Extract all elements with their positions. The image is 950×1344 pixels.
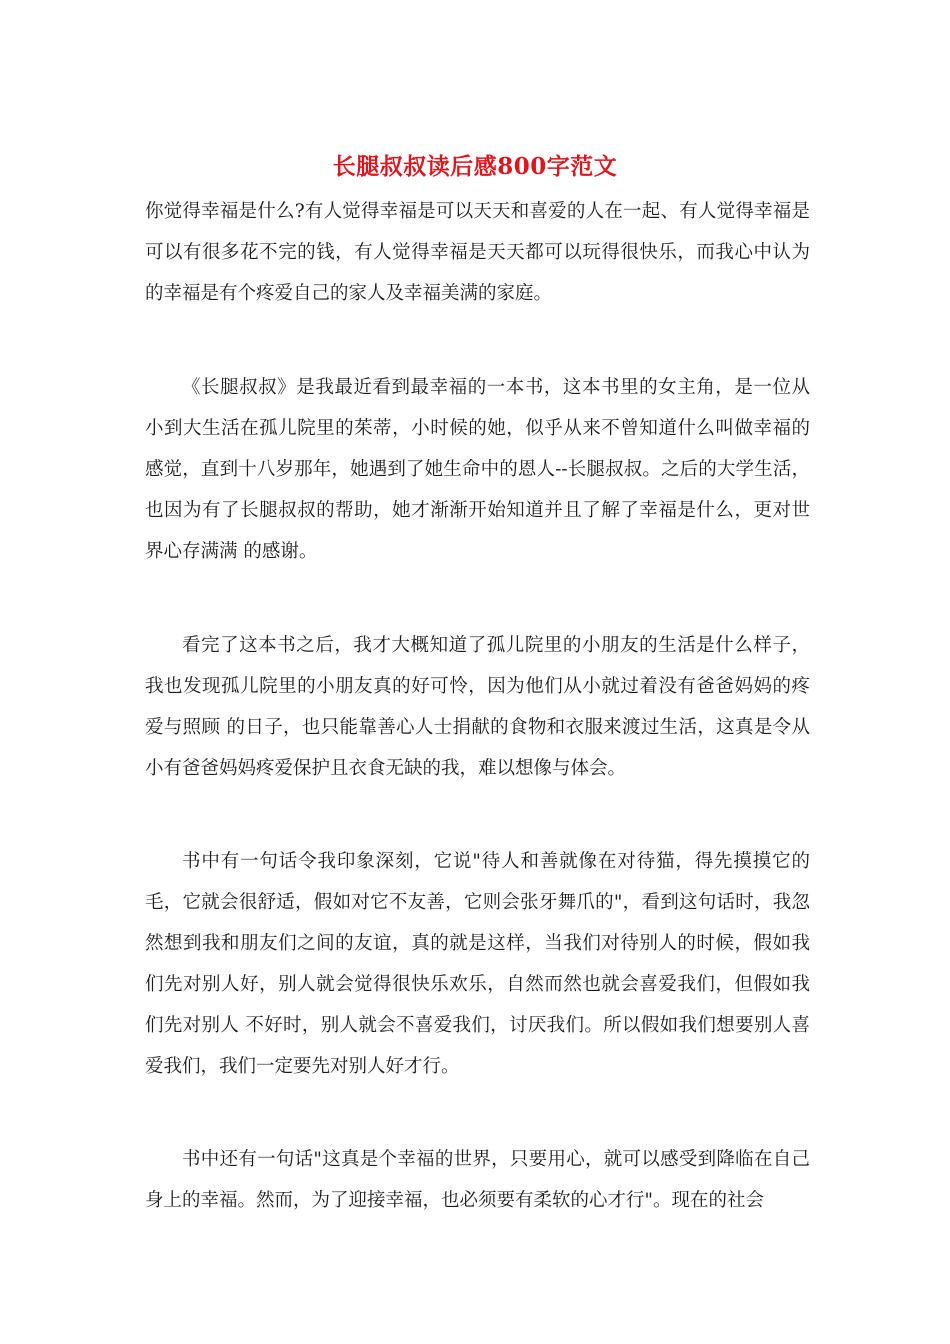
paragraph-orphanage-reflection: 看完了这本书之后，我才大概知道了孤儿院里的小朋友的生活是什么样子，我也发现孤儿院里的小朋友真的好可怜，因为他们从小就过着没有爸爸妈妈的疼爱与照顾 的日子，也只能靠善心人士捐献的食物和衣服来渡过生活，这真是令从小有爸爸妈妈疼爱保护且衣食无缺的我，难以想像与体会。 [145, 635, 810, 779]
paragraph-book-summary: 《长腿叔叔》是我最近看到最幸福的一本书，这本书里的女主角，是一位从小到大生活在孤儿院里的茱蒂，小时候的她，似乎从来不曾知道什么叫做幸福的感觉，直到十八岁那年，她遇到了她生命中的恩人--长腿叔叔。之后的大学生活，也因为有了长腿叔叔的帮助，她才渐渐开始知道并且了解了幸福是什么，更对世界心存满满 的感谢。 [145, 377, 810, 562]
paragraph-happy-world-quote: 书中还有一句话"这真是个幸福的世界，只要用心，就可以感受到降临在自己身上的幸福。然而，为了迎接幸福，也必须要有柔软的心才行"。现在的社会 [145, 1149, 810, 1211]
paragraph-cat-quote: 书中有一句话令我印象深刻，它说"待人和善就像在对待猫，得先摸摸它的毛，它就会很舒适，假如对它不友善，它则会张牙舞爪的"，看到这句话时，我忽然想到我和朋友们之间的友谊，真的就是这样，当我们对待别人的时候，假如我们先对别人好，别人就会觉得很快乐欢乐，自然而然也就会喜爱我们，但假如我们先对别人 不好时，别人就会不喜爱我们，讨厌我们。所以假如我们想要别人喜爱我们，我们一定要先对别人好才行。 [145, 851, 810, 1077]
document-title: 长腿叔叔读后感800字范文 [332, 153, 618, 180]
paragraph-intro: 你觉得幸福是什么?有人觉得幸福是可以天天和喜爱的人在一起、有人觉得幸福是可以有很多花不完的钱，有人觉得幸福是天天都可以玩得很快乐，而我心中认为的幸福是有个疼爱自己的家人及幸福美满的家庭。 [145, 201, 810, 304]
